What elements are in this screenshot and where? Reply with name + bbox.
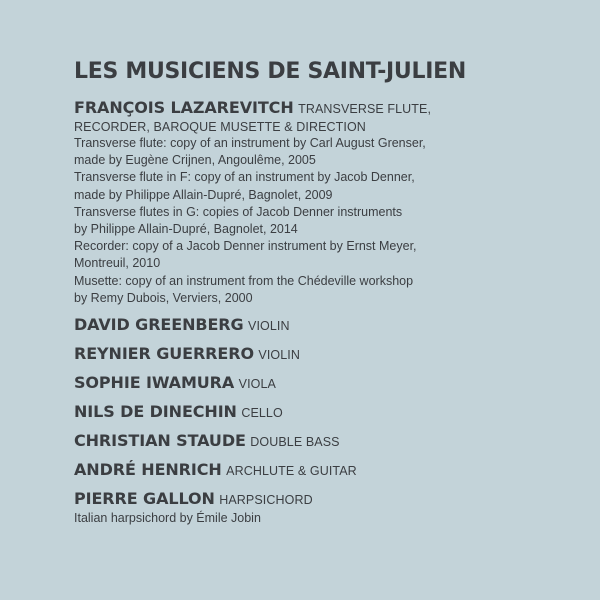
instrument-detail-line: Transverse flute in F: copy of an instrument by Jacob Denner,: [74, 170, 415, 185]
musician-entry: [74, 431, 574, 460]
instrument-detail-line: Transverse flutes in G: copies of Jacob Denner instruments: [74, 204, 403, 219]
musician-entry: [74, 460, 574, 489]
musician-entry: [74, 98, 574, 307]
musician-role: VIOLIN: [248, 319, 290, 334]
instrument-detail-line: made by Philippe Allain-Dupré, Bagnolet, 2009: [74, 187, 333, 202]
musician-name: NILS DE DINECHIN: [74, 402, 237, 422]
musician-entry: [74, 373, 574, 402]
musician-name: ANDRÉ HENRICH: [74, 460, 222, 480]
instrument-detail-line: by Philippe Allain-Dupré, Bagnolet, 2014: [74, 222, 298, 237]
instrument-detail-line: Transverse flute: copy of an instrument by Carl August Grenser,: [74, 136, 426, 150]
instrument-detail-line: Recorder: copy of a Jacob Denner instrument by Ernst Meyer,: [74, 239, 417, 254]
instrument-detail-line: Italian harpsichord by Émile Jobin: [74, 511, 261, 526]
instrument-detail-line: Montreuil, 2010: [74, 256, 161, 271]
instrument-details: [74, 510, 574, 527]
instrument-detail-line: Musette: copy of an instrument from the Chédeville workshop: [74, 273, 414, 288]
instrument-detail-line: by Remy Dubois, Verviers, 2000: [74, 290, 253, 305]
musician-role: VIOLA: [238, 377, 276, 392]
musician-role: DOUBLE BASS: [250, 435, 340, 450]
musician-name: DAVID GREENBERG: [74, 315, 244, 335]
instrument-details: [74, 135, 574, 307]
musician-role: HARPSICHORD: [219, 493, 313, 508]
musician-role: CELLO: [241, 406, 283, 421]
musicians-page: [74, 58, 574, 527]
musician-entry: [74, 402, 574, 431]
musician-name: SOPHIE IWAMURA: [74, 373, 235, 393]
musician-role: VIOLIN: [258, 348, 300, 363]
musician-entry: [74, 344, 574, 373]
musician-role: ARCHLUTE & GUITAR: [226, 464, 357, 479]
musician-name: FRANÇOIS LAZAREVITCH: [74, 98, 294, 117]
musician-entry: [74, 489, 574, 527]
instrument-detail-line: made by Eugène Crijnen, Angoulême, 2005: [74, 153, 316, 168]
musician-name: CHRISTIAN STAUDE: [74, 431, 246, 451]
musician-name: REYNIER GUERRERO: [74, 344, 254, 364]
musician-role-continued: RECORDER, BAROQUE MUSETTE & DIRECTION: [74, 120, 366, 134]
musician-entry: [74, 315, 574, 344]
musician-name: PIERRE GALLON: [74, 489, 215, 509]
page-title: LES MUSICIENS DE SAINT-JULIEN: [74, 59, 466, 84]
musician-role: TRANSVERSE FLUTE,: [298, 102, 432, 116]
